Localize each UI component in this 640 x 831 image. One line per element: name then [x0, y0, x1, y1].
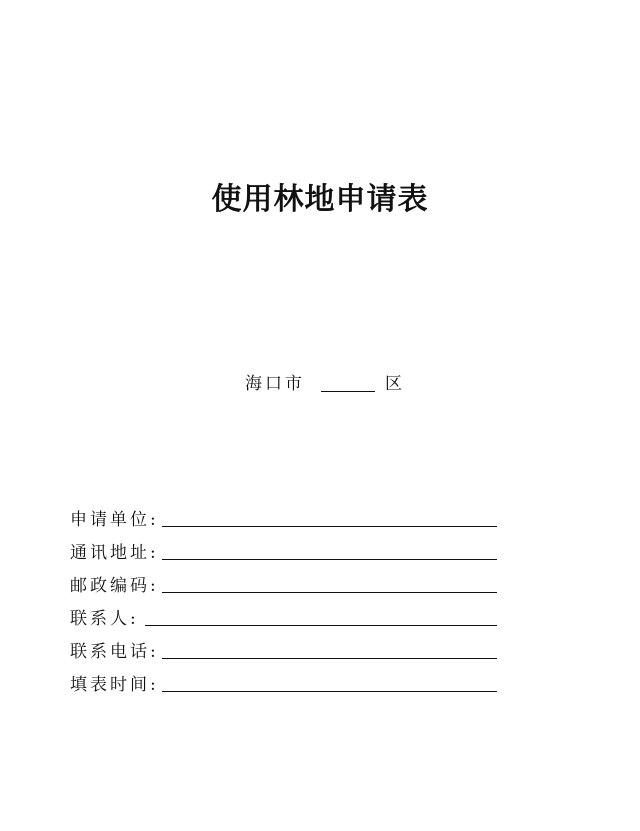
fill-line — [162, 691, 497, 692]
fill-line — [162, 592, 497, 593]
field-label: 填表时间: — [70, 675, 159, 695]
city-label: 海口市 — [245, 373, 305, 394]
applicant-fields — [70, 500, 500, 698]
field-fill-date — [70, 665, 500, 698]
field-label: 申请单位: — [70, 510, 159, 530]
field-contact-phone — [70, 632, 500, 665]
field-postal-code — [70, 566, 500, 599]
fill-line — [145, 625, 497, 626]
field-label: 联系电话: — [70, 642, 159, 662]
field-mailing-address — [70, 533, 500, 566]
fill-line — [162, 526, 497, 527]
district-blank — [321, 371, 375, 392]
field-applicant-unit — [70, 500, 500, 533]
fill-line — [162, 658, 497, 659]
field-label: 邮政编码: — [70, 576, 159, 596]
field-label: 通讯地址: — [70, 543, 159, 563]
field-contact-person — [70, 599, 500, 632]
district-line — [245, 368, 405, 394]
district-suffix: 区 — [385, 373, 405, 394]
form-title: 使用林地申请表 — [211, 182, 429, 217]
fill-line — [162, 559, 497, 560]
field-label: 联系人: — [70, 609, 139, 629]
